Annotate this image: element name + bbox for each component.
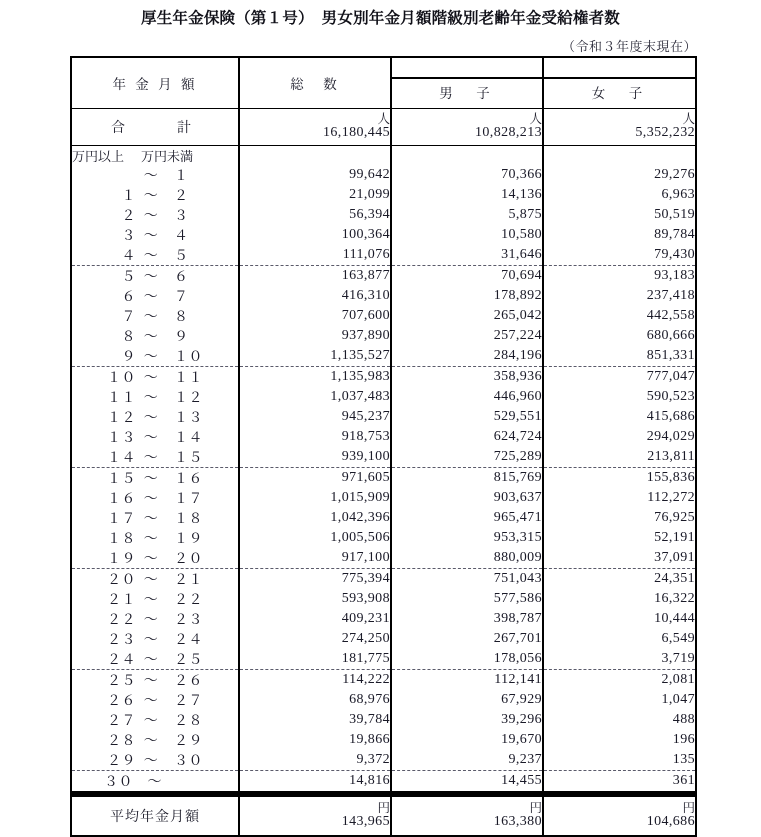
row-range-cell bbox=[72, 569, 239, 590]
row-male-value: 880,009 bbox=[391, 548, 543, 569]
row-range-cell bbox=[72, 710, 239, 730]
table-row bbox=[72, 306, 695, 326]
range-tilde: ～ bbox=[143, 371, 159, 386]
range-lower: ２９ bbox=[107, 754, 136, 769]
range-upper: ２５ bbox=[174, 653, 203, 668]
row-female-value: 135 bbox=[543, 750, 695, 771]
row-total-value: 593,908 bbox=[239, 589, 391, 609]
row-male-value: 70,694 bbox=[391, 266, 543, 287]
row-female-value: 6,549 bbox=[543, 629, 695, 649]
row-total-value: 100,364 bbox=[239, 225, 391, 245]
row-total-value: 917,100 bbox=[239, 548, 391, 569]
table-row bbox=[72, 205, 695, 225]
row-male-value: 9,237 bbox=[391, 750, 543, 771]
row-female-value: 488 bbox=[543, 710, 695, 730]
row-total-value: 114,222 bbox=[239, 670, 391, 691]
range-lower: １０ bbox=[107, 371, 136, 386]
row-female-value: 24,351 bbox=[543, 569, 695, 590]
row-male-value: 624,724 bbox=[391, 427, 543, 447]
page-subtitle: （令和３年度末現在） bbox=[561, 39, 697, 54]
range-upper: ２２ bbox=[174, 593, 203, 608]
row-range-cell bbox=[72, 468, 239, 489]
range-upper: １１ bbox=[174, 371, 203, 386]
column-header-male-label: 男 子 bbox=[392, 77, 542, 108]
row-male-value: 446,960 bbox=[391, 387, 543, 407]
row-range-cell bbox=[72, 750, 239, 771]
bracket-header-row bbox=[72, 146, 695, 166]
table-row bbox=[72, 730, 695, 750]
row-total-value: 14,816 bbox=[239, 771, 391, 792]
table-row bbox=[72, 589, 695, 609]
range-upper: ７ bbox=[174, 290, 189, 305]
table-row bbox=[72, 508, 695, 528]
row-female-value: 50,519 bbox=[543, 205, 695, 225]
unit-label-yen-total: 円 bbox=[377, 801, 390, 816]
total-row-total-value: 16,180,445 bbox=[323, 125, 390, 141]
unit-label-yen-female: 円 bbox=[682, 801, 695, 816]
row-total-value: 21,099 bbox=[239, 185, 391, 205]
table-row bbox=[72, 488, 695, 508]
row-range-cell bbox=[72, 306, 239, 326]
row-range-cell bbox=[72, 427, 239, 447]
bracket-header-total-spacer bbox=[239, 146, 391, 166]
pension-table bbox=[72, 58, 695, 791]
row-male-value: 398,787 bbox=[391, 609, 543, 629]
range-tilde: ～ bbox=[143, 391, 159, 406]
row-male-value: 577,586 bbox=[391, 589, 543, 609]
row-female-value: 6,963 bbox=[543, 185, 695, 205]
table-row bbox=[72, 670, 695, 691]
row-female-value: 16,322 bbox=[543, 589, 695, 609]
range-upper: １ bbox=[174, 169, 189, 184]
unit-label-people-male: 人 bbox=[529, 112, 542, 127]
row-male-value: 10,580 bbox=[391, 225, 543, 245]
row-range-cell bbox=[72, 488, 239, 508]
range-upper: ５ bbox=[174, 249, 189, 264]
range-upper: １７ bbox=[174, 492, 203, 507]
range-tilde: ～ bbox=[143, 593, 159, 608]
average-row-male-cell bbox=[391, 797, 543, 835]
row-range-cell bbox=[72, 447, 239, 468]
range-upper: １６ bbox=[174, 472, 203, 487]
row-total-value: 68,976 bbox=[239, 690, 391, 710]
range-lower: １６ bbox=[107, 492, 136, 507]
row-male-value: 265,042 bbox=[391, 306, 543, 326]
row-range-cell bbox=[72, 266, 239, 287]
row-total-value: 1,135,983 bbox=[239, 367, 391, 388]
row-total-value: 274,250 bbox=[239, 629, 391, 649]
row-male-value: 815,769 bbox=[391, 468, 543, 489]
row-male-value: 725,289 bbox=[391, 447, 543, 468]
range-upper: １０ bbox=[174, 350, 203, 365]
total-row-female-value: 5,352,232 bbox=[635, 125, 695, 141]
row-range-cell bbox=[72, 286, 239, 306]
range-tilde: ～ bbox=[143, 229, 159, 244]
unit-label-people-female: 人 bbox=[682, 112, 695, 127]
row-female-value: 237,418 bbox=[543, 286, 695, 306]
table-row bbox=[72, 649, 695, 670]
table-row bbox=[72, 528, 695, 548]
range-tilde: ～ bbox=[143, 754, 159, 769]
row-range-cell bbox=[72, 528, 239, 548]
range-lower: １８ bbox=[107, 532, 136, 547]
table-header-row bbox=[72, 58, 695, 109]
row-female-value: 29,276 bbox=[543, 165, 695, 185]
row-total-value: 1,005,506 bbox=[239, 528, 391, 548]
range-tilde: ～ bbox=[143, 532, 159, 547]
range-lower: １７ bbox=[107, 512, 136, 527]
row-female-value: 851,331 bbox=[543, 346, 695, 367]
range-tilde: ～ bbox=[143, 451, 159, 466]
range-upper: ３０ bbox=[174, 754, 203, 769]
row-total-value: 9,372 bbox=[239, 750, 391, 771]
row-female-value: 196 bbox=[543, 730, 695, 750]
table-row bbox=[72, 407, 695, 427]
average-row-total-value: 143,965 bbox=[341, 814, 390, 830]
range-upper: ２７ bbox=[174, 694, 203, 709]
range-tilde: ～ bbox=[143, 492, 159, 507]
row-male-value: 19,670 bbox=[391, 730, 543, 750]
row-female-value: 777,047 bbox=[543, 367, 695, 388]
row-female-value: 680,666 bbox=[543, 326, 695, 346]
range-upper: ８ bbox=[174, 310, 189, 325]
range-upper: ２９ bbox=[174, 734, 203, 749]
row-total-value: 111,076 bbox=[239, 245, 391, 266]
range-lower: ７ bbox=[121, 310, 136, 325]
table-row bbox=[72, 225, 695, 245]
range-lower: ２８ bbox=[107, 734, 136, 749]
pension-table-container bbox=[70, 56, 697, 837]
table-row bbox=[72, 367, 695, 388]
table-row bbox=[72, 185, 695, 205]
range-tilde: ～ bbox=[143, 310, 159, 325]
row-range-cell bbox=[72, 346, 239, 367]
column-header-male bbox=[391, 58, 543, 109]
row-female-value: 76,925 bbox=[543, 508, 695, 528]
table-row bbox=[72, 710, 695, 730]
range-upper: １３ bbox=[174, 411, 203, 426]
row-total-value: 19,866 bbox=[239, 730, 391, 750]
row-male-value: 178,056 bbox=[391, 649, 543, 670]
row-total-value: 409,231 bbox=[239, 609, 391, 629]
table-row bbox=[72, 447, 695, 468]
range-tilde: ～ bbox=[143, 350, 159, 365]
row-total-value: 56,394 bbox=[239, 205, 391, 225]
range-tilde: ～ bbox=[143, 694, 159, 709]
row-range-cell bbox=[72, 245, 239, 266]
range-upper: １４ bbox=[174, 431, 203, 446]
range-lower: １２ bbox=[107, 411, 136, 426]
row-total-value: 971,605 bbox=[239, 468, 391, 489]
table-row bbox=[72, 427, 695, 447]
row-range-cell bbox=[72, 589, 239, 609]
range-lower: １５ bbox=[107, 472, 136, 487]
row-female-value: 294,029 bbox=[543, 427, 695, 447]
range-lower: ９ bbox=[121, 350, 136, 365]
row-male-value: 112,141 bbox=[391, 670, 543, 691]
table-row-average bbox=[72, 797, 695, 835]
range-lower: １３ bbox=[107, 431, 136, 446]
row-total-value: 1,135,527 bbox=[239, 346, 391, 367]
table-row-open-ended bbox=[72, 771, 695, 792]
table-row bbox=[72, 548, 695, 569]
range-lower: １９ bbox=[107, 552, 136, 567]
row-female-value: 79,430 bbox=[543, 245, 695, 266]
range-lower: １１ bbox=[107, 391, 136, 406]
row-range-cell bbox=[72, 225, 239, 245]
row-male-value: 31,646 bbox=[391, 245, 543, 266]
row-total-value: 1,042,396 bbox=[239, 508, 391, 528]
row-range-cell bbox=[72, 690, 239, 710]
total-row-female-cell bbox=[543, 109, 695, 146]
row-total-value: 163,877 bbox=[239, 266, 391, 287]
row-female-value: 2,081 bbox=[543, 670, 695, 691]
row-total-value: 181,775 bbox=[239, 649, 391, 670]
average-row-label: 平均年金月額 bbox=[110, 810, 200, 825]
table-row bbox=[72, 245, 695, 266]
average-row-female-cell bbox=[543, 797, 695, 835]
range-lower: １ bbox=[121, 189, 136, 204]
row-total-value: 99,642 bbox=[239, 165, 391, 185]
row-total-value: 1,015,909 bbox=[239, 488, 391, 508]
range-upper: ２０ bbox=[174, 552, 203, 567]
range-lower: ４ bbox=[121, 249, 136, 264]
row-male-value: 67,929 bbox=[391, 690, 543, 710]
row-range-cell bbox=[72, 670, 239, 691]
range-tilde: ～ bbox=[143, 431, 159, 446]
range-upper: ４ bbox=[174, 229, 189, 244]
table-row bbox=[72, 346, 695, 367]
range-upper: ２４ bbox=[174, 633, 203, 648]
table-row bbox=[72, 750, 695, 771]
row-range-cell bbox=[72, 629, 239, 649]
row-range-cell bbox=[72, 165, 239, 185]
row-range-cell bbox=[72, 407, 239, 427]
row-total-value: 945,237 bbox=[239, 407, 391, 427]
total-row-label: 合 計 bbox=[72, 109, 239, 146]
column-header-total: 総 数 bbox=[239, 58, 391, 109]
range-upper: ２６ bbox=[174, 674, 203, 689]
row-male-value: 39,296 bbox=[391, 710, 543, 730]
range-tilde: ～ bbox=[143, 169, 159, 184]
range-lower: ２４ bbox=[107, 653, 136, 668]
table-row bbox=[72, 266, 695, 287]
row-female-value: 3,719 bbox=[543, 649, 695, 670]
table-row bbox=[72, 468, 695, 489]
row-range-cell bbox=[72, 508, 239, 528]
range-lower: ２ bbox=[121, 209, 136, 224]
range-lower: ６ bbox=[121, 290, 136, 305]
row-range-cell bbox=[72, 649, 239, 670]
table-row bbox=[72, 609, 695, 629]
column-header-female bbox=[543, 58, 695, 109]
row-female-value: 37,091 bbox=[543, 548, 695, 569]
row-range-cell bbox=[72, 185, 239, 205]
row-female-value: 89,784 bbox=[543, 225, 695, 245]
range-tilde: ～ bbox=[143, 512, 159, 527]
row-male-value: 14,136 bbox=[391, 185, 543, 205]
row-range-cell bbox=[72, 609, 239, 629]
bracket-header-female-spacer bbox=[543, 146, 695, 166]
page-title: 厚生年金保険（第１号） 男女別年金月額階級別老齢年金受給権者数 bbox=[141, 9, 620, 27]
row-male-value: 903,637 bbox=[391, 488, 543, 508]
row-male-value: 267,701 bbox=[391, 629, 543, 649]
range-upper: ２ bbox=[174, 189, 189, 204]
total-row-male-value: 10,828,213 bbox=[475, 125, 542, 141]
range-lower: ８ bbox=[121, 330, 136, 345]
range-tilde: ～ bbox=[143, 633, 159, 648]
range-lower: １４ bbox=[107, 451, 136, 466]
row-range-cell bbox=[72, 326, 239, 346]
range-tilde: ～ bbox=[143, 714, 159, 729]
range-lower: ２３ bbox=[107, 633, 136, 648]
table-row bbox=[72, 286, 695, 306]
range-tilde: ～ bbox=[143, 290, 159, 305]
range-tilde: ～ bbox=[143, 573, 159, 588]
range-lower: ２０ bbox=[107, 573, 136, 588]
bracket-header-male-spacer bbox=[391, 146, 543, 166]
row-total-value: 707,600 bbox=[239, 306, 391, 326]
range-upper: １８ bbox=[174, 512, 203, 527]
row-male-value: 178,892 bbox=[391, 286, 543, 306]
table-row bbox=[72, 165, 695, 185]
average-row-total-cell bbox=[239, 797, 391, 835]
row-male-value: 5,875 bbox=[391, 205, 543, 225]
range-upper: １５ bbox=[174, 451, 203, 466]
range-upper: ９ bbox=[174, 330, 189, 345]
row-range-cell bbox=[72, 205, 239, 225]
range-upper: １２ bbox=[174, 391, 203, 406]
row-total-value: 39,784 bbox=[239, 710, 391, 730]
row-female-value: 415,686 bbox=[543, 407, 695, 427]
row-male-value: 257,224 bbox=[391, 326, 543, 346]
row-total-value: 1,037,483 bbox=[239, 387, 391, 407]
table-row bbox=[72, 326, 695, 346]
column-header-range: 年 金 月 額 bbox=[72, 58, 239, 109]
range-lower: ２５ bbox=[107, 674, 136, 689]
row-male-value: 70,366 bbox=[391, 165, 543, 185]
range-upper: ３ bbox=[174, 209, 189, 224]
range-upper: ２１ bbox=[174, 573, 203, 588]
range-tilde: ～ bbox=[143, 653, 159, 668]
row-male-value: 14,455 bbox=[391, 771, 543, 792]
table-row bbox=[72, 387, 695, 407]
row-female-value: 10,444 bbox=[543, 609, 695, 629]
range-upper: ２３ bbox=[174, 613, 203, 628]
range-tilde: ～ bbox=[143, 674, 159, 689]
row-male-value: 965,471 bbox=[391, 508, 543, 528]
row-range-cell bbox=[72, 548, 239, 569]
table-row bbox=[72, 690, 695, 710]
range-tilde: ～ bbox=[143, 472, 159, 487]
row-female-value: 361 bbox=[543, 771, 695, 792]
range-lower: ５ bbox=[121, 270, 136, 285]
range-lower: ３ bbox=[121, 229, 136, 244]
range-tilde: ～ bbox=[143, 734, 159, 749]
row-total-value: 937,890 bbox=[239, 326, 391, 346]
table-row bbox=[72, 569, 695, 590]
row-male-value: 529,551 bbox=[391, 407, 543, 427]
row-total-value: 918,753 bbox=[239, 427, 391, 447]
range-upper: ２８ bbox=[174, 714, 203, 729]
total-row-male-cell bbox=[391, 109, 543, 146]
range-lower: ２６ bbox=[107, 694, 136, 709]
row-range-cell bbox=[72, 387, 239, 407]
range-tilde: ～ bbox=[143, 270, 159, 285]
table-row bbox=[72, 629, 695, 649]
range-tilde: ～ bbox=[143, 189, 159, 204]
row-male-value: 284,196 bbox=[391, 346, 543, 367]
row-male-value: 358,936 bbox=[391, 367, 543, 388]
row-total-value: 775,394 bbox=[239, 569, 391, 590]
table-body bbox=[72, 165, 695, 791]
range-lower: ２７ bbox=[107, 714, 136, 729]
row-male-value: 751,043 bbox=[391, 569, 543, 590]
bracket-lower-label: 万円以上 bbox=[72, 149, 125, 164]
row-female-value: 442,558 bbox=[543, 306, 695, 326]
row-total-value: 939,100 bbox=[239, 447, 391, 468]
range-tilde: ～ bbox=[143, 209, 159, 224]
range-lower: ２２ bbox=[107, 613, 136, 628]
table-row-total bbox=[72, 109, 695, 146]
row-female-value: 213,811 bbox=[543, 447, 695, 468]
row-range-cell bbox=[72, 730, 239, 750]
range-upper: ６ bbox=[174, 270, 189, 285]
range-tilde: ～ bbox=[143, 552, 159, 567]
row-range-cell: ３０ ～ bbox=[104, 775, 162, 790]
row-female-value: 112,272 bbox=[543, 488, 695, 508]
average-table bbox=[72, 797, 695, 835]
row-male-value: 953,315 bbox=[391, 528, 543, 548]
unit-label-yen-male: 円 bbox=[529, 801, 542, 816]
row-female-value: 590,523 bbox=[543, 387, 695, 407]
row-female-value: 1,047 bbox=[543, 690, 695, 710]
range-upper: １９ bbox=[174, 532, 203, 547]
range-tilde: ～ bbox=[143, 330, 159, 345]
bracket-upper-label: 万円未満 bbox=[141, 149, 194, 164]
row-range-cell bbox=[72, 367, 239, 388]
row-female-value: 155,836 bbox=[543, 468, 695, 489]
row-total-value: 416,310 bbox=[239, 286, 391, 306]
row-female-value: 93,183 bbox=[543, 266, 695, 287]
range-tilde: ～ bbox=[143, 249, 159, 264]
average-row-female-value: 104,686 bbox=[646, 814, 695, 830]
range-tilde: ～ bbox=[143, 411, 159, 426]
range-lower: ２１ bbox=[107, 593, 136, 608]
column-header-female-label: 女 子 bbox=[544, 77, 695, 108]
bracket-header-cell bbox=[72, 146, 239, 166]
range-tilde: ～ bbox=[143, 613, 159, 628]
row-female-value: 52,191 bbox=[543, 528, 695, 548]
average-row-male-value: 163,380 bbox=[493, 814, 542, 830]
total-row-total-cell bbox=[239, 109, 391, 146]
unit-label-people-total: 人 bbox=[377, 112, 390, 127]
